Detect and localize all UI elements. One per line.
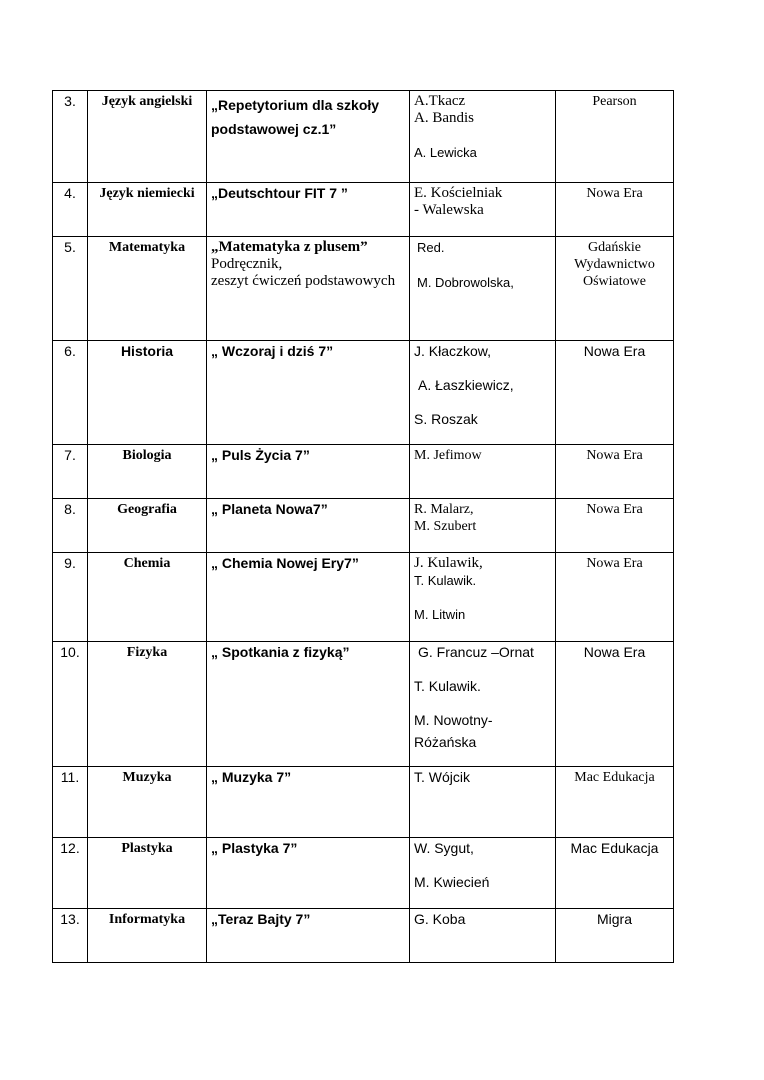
- textbook-title: „ Muzyka 7”: [207, 767, 410, 838]
- textbook-title: „ Planeta Nowa7”: [207, 499, 410, 553]
- textbook-title: „ Puls Życia 7”: [207, 445, 410, 499]
- author: A. Łaszkiewicz,: [418, 377, 514, 393]
- table-row: [53, 767, 674, 838]
- row-number: 6.: [53, 341, 88, 445]
- table-row: [53, 341, 674, 445]
- author: R. Malarz,: [414, 502, 474, 517]
- table-row: [53, 909, 674, 963]
- authors: [410, 237, 556, 341]
- publisher: Pearson: [556, 91, 674, 183]
- author: M. Szubert: [414, 519, 477, 534]
- subject: Geografia: [88, 499, 207, 553]
- textbook-title: „ Chemia Nowej Ery7”: [207, 553, 410, 642]
- author: M. Nowotny-: [414, 712, 493, 728]
- authors: [410, 445, 556, 499]
- title-line: podstawowej cz.1”: [211, 121, 337, 137]
- textbook-title: [207, 237, 410, 341]
- publisher: Nowa Era: [556, 553, 674, 642]
- title-line: Podręcznik,: [211, 256, 283, 272]
- textbook-title: „ Wczoraj i dziś 7”: [207, 341, 410, 445]
- author: G. Koba: [414, 911, 466, 927]
- row-number: 12.: [53, 838, 88, 909]
- authors: [410, 499, 556, 553]
- publisher: Migra: [556, 909, 674, 963]
- subject: Chemia: [88, 553, 207, 642]
- author: T. Wójcik: [414, 769, 470, 785]
- author: J. Kulawik,: [414, 555, 483, 571]
- authors: [410, 767, 556, 838]
- publisher: [556, 237, 674, 341]
- author: M. Jefimow: [414, 448, 482, 463]
- row-number: 13.: [53, 909, 88, 963]
- author: M. Dobrowolska,: [417, 275, 514, 290]
- row-number: 3.: [53, 91, 88, 183]
- textbook-title: [207, 91, 410, 183]
- authors: [410, 183, 556, 237]
- textbook-title: „ Plastyka 7”: [207, 838, 410, 909]
- author: - Walewska: [414, 202, 484, 218]
- publisher-line: Oświatowe: [583, 274, 646, 289]
- textbook-table: [52, 90, 674, 963]
- row-number: 10.: [53, 642, 88, 767]
- publisher: Nowa Era: [556, 642, 674, 767]
- author: J. Kłaczkow,: [414, 343, 492, 359]
- row-number: 7.: [53, 445, 88, 499]
- author: Różańska: [414, 734, 477, 750]
- title-line: zeszyt ćwiczeń podstawowych: [211, 273, 396, 289]
- author: A. Bandis: [414, 110, 474, 126]
- publisher: Mac Edukacja: [556, 838, 674, 909]
- publisher: Nowa Era: [556, 341, 674, 445]
- table-row: [53, 642, 674, 767]
- authors: [410, 838, 556, 909]
- row-number: 8.: [53, 499, 88, 553]
- subject: Historia: [88, 341, 207, 445]
- author: A.Tkacz: [414, 93, 466, 109]
- publisher: Nowa Era: [556, 445, 674, 499]
- subject: Biologia: [88, 445, 207, 499]
- author: M. Litwin: [414, 607, 466, 622]
- author: T. Kulawik.: [414, 678, 481, 694]
- row-number: 11.: [53, 767, 88, 838]
- publisher: Nowa Era: [556, 499, 674, 553]
- authors: [410, 341, 556, 445]
- table-row: [53, 183, 674, 237]
- row-number: 5.: [53, 237, 88, 341]
- subject: Język angielski: [88, 91, 207, 183]
- publisher: Nowa Era: [556, 183, 674, 237]
- author: M. Kwiecień: [414, 874, 490, 890]
- subject: Informatyka: [88, 909, 207, 963]
- textbook-title: „Teraz Bajty 7”: [207, 909, 410, 963]
- subject: Fizyka: [88, 642, 207, 767]
- table-row: [53, 499, 674, 553]
- authors: [410, 553, 556, 642]
- textbook-title: „ Spotkania z fizyką”: [207, 642, 410, 767]
- publisher-line: Gdańskie: [588, 240, 641, 255]
- authors: [410, 909, 556, 963]
- subject: Plastyka: [88, 838, 207, 909]
- publisher-line: Wydawnictwo: [574, 257, 655, 272]
- publisher: Mac Edukacja: [556, 767, 674, 838]
- row-number: 9.: [53, 553, 88, 642]
- authors: [410, 91, 556, 183]
- row-number: 4.: [53, 183, 88, 237]
- author: A. Lewicka: [414, 145, 477, 160]
- table-row: [53, 838, 674, 909]
- table-row: [53, 445, 674, 499]
- author: E. Kościelniak: [414, 185, 503, 201]
- author: T. Kulawik.: [414, 573, 477, 588]
- table-row: [53, 91, 674, 183]
- authors: [410, 642, 556, 767]
- author: Red.: [417, 240, 445, 255]
- title-line: „Matematyka z plusem”: [211, 239, 368, 255]
- table-row: [53, 553, 674, 642]
- author: W. Sygut,: [414, 840, 474, 856]
- textbook-title: „Deutschtour FIT 7 ”: [207, 183, 410, 237]
- subject: Język niemiecki: [88, 183, 207, 237]
- subject: Muzyka: [88, 767, 207, 838]
- title-line: „Repetytorium dla szkoły: [211, 97, 380, 113]
- author: G. Francuz –Ornat: [418, 644, 534, 660]
- author: S. Roszak: [414, 411, 478, 427]
- table-row: [53, 237, 674, 341]
- subject: Matematyka: [88, 237, 207, 341]
